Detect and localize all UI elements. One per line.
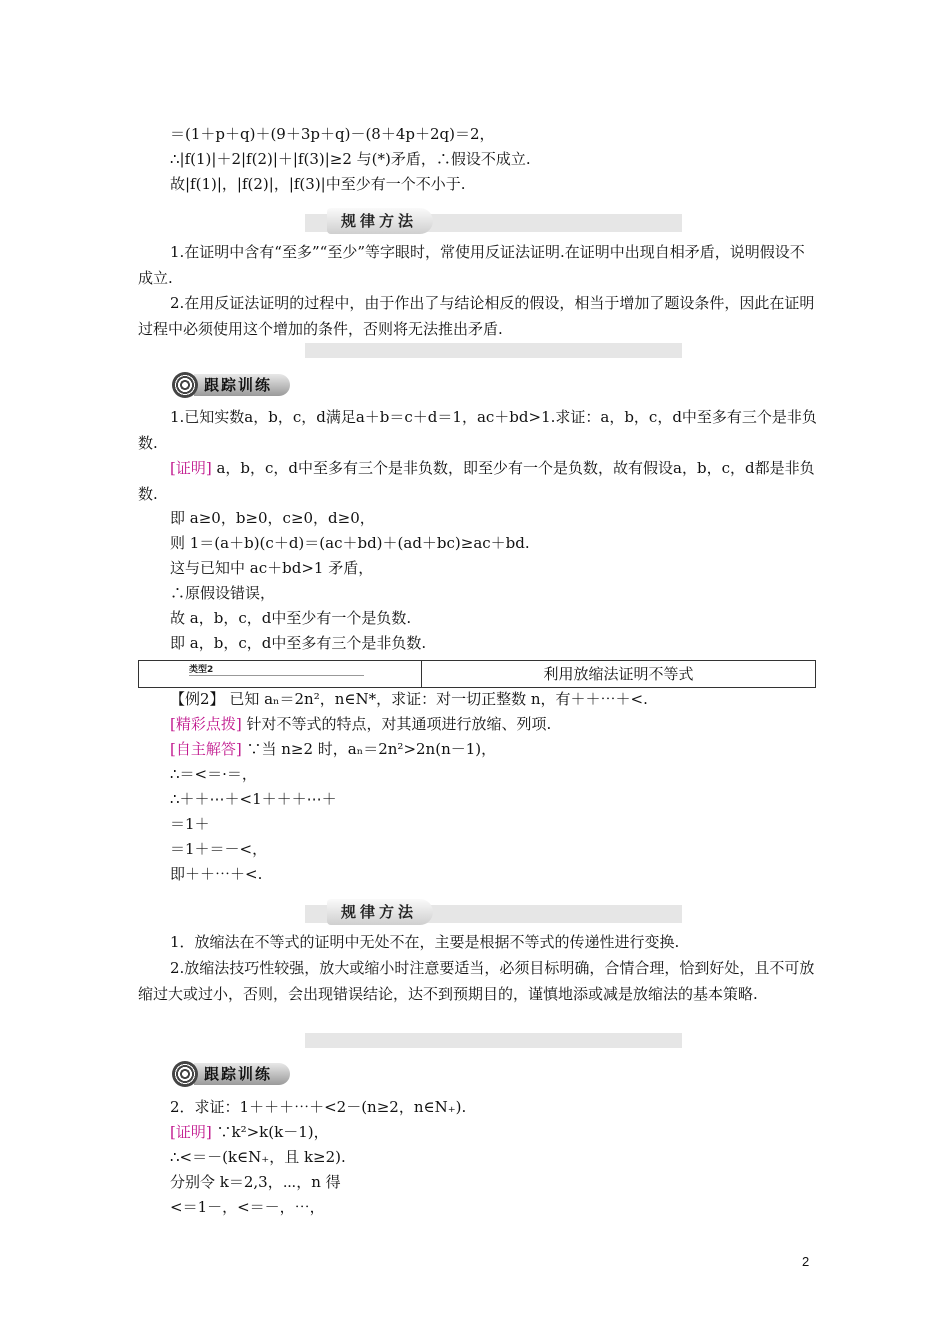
type-tag-cell [139, 661, 422, 687]
exercise-proof: [证明] ∵k²>k(k－1)， [170, 1123, 329, 1141]
exercise-problem: 2．求证：1＋＋＋⋯＋<2－(n≥2，n∈N₊). [170, 1098, 467, 1116]
proof-text: a，b，c，d中至多有三个是非负数，即至少有一个是负数，故有假设a，b，c，d都是非负数. [138, 459, 815, 503]
method-banner [305, 905, 682, 923]
page-number: 2 [802, 1254, 810, 1269]
answer-line: ∴＋＋⋯＋<1＋＋＋⋯＋ [170, 790, 337, 808]
type-tag: 类型2 [189, 665, 364, 676]
banner-end-bar [305, 343, 682, 358]
answer-tag: [自主解答] [170, 740, 242, 758]
example-answer: [自主解答] ∵当 n≥2 时，aₙ＝2n²>2n(n－1)， [170, 740, 497, 758]
exercise-problem: 1.已知实数a，b，c，d满足a＋b＝c＋d＝1，ac＋bd>1.求证：a，b，c，d中至多有三个是非负数. [138, 408, 817, 452]
tracking-training-label: 跟踪训练 [194, 1063, 290, 1085]
example-head: 【例2】 [170, 690, 225, 708]
method-paragraph: 1．放缩法在不等式的证明中无处不在，主要是根据不等式的传递性进行变换. [170, 933, 680, 951]
tracking-training-header [172, 1061, 290, 1087]
method-paragraph: 2.在用反证法证明的过程中，由于作出了与结论相反的假设，相当于增加了题设条件，因此在证明过程中必须使用这个增加的条件，否则将无法推出矛盾. [138, 294, 815, 338]
proof-line: 故 a，b，c，d中至少有一个是负数. [170, 609, 412, 627]
text-line: ∴|f(1)|＋2|f(2)|＋|f(3)|≥2 与(*)矛盾，∴假设不成立. [170, 150, 531, 168]
answer-line: ＝1＋ [170, 815, 210, 833]
target-icon [172, 1061, 198, 1087]
proof-line: <＝1－，<＝－，⋯， [170, 1198, 325, 1216]
method-banner [305, 214, 682, 232]
method-banner-label: 规律方法 [327, 899, 433, 925]
answer-line: ＝1＋＝－<， [170, 840, 268, 858]
proof-tag: [证明] [170, 1123, 212, 1141]
tracking-training-label: 跟踪训练 [194, 374, 290, 396]
answer-line: 即＋＋⋯＋<. [170, 865, 263, 883]
tracking-training-header [172, 372, 290, 398]
section-title: 利用放缩法证明不等式 [543, 665, 694, 683]
proof-line: ∴<＝－(k∈N₊，且 k≥2). [170, 1148, 346, 1166]
method-banner-label: 规律方法 [327, 208, 433, 234]
text-line: 故|f(1)|，|f(2)|，|f(3)|中至少有一个不小于. [170, 175, 466, 193]
exercise-proof [138, 455, 818, 507]
text-line: ＝(1＋p＋q)＋(9＋3p＋q)－(8＋4p＋2q)＝2， [170, 125, 495, 143]
banner-end-bar [305, 1033, 682, 1048]
proof-line: 即 a，b，c，d中至多有三个是非负数. [170, 634, 427, 652]
hint-tag: [精彩点拨] [170, 715, 242, 733]
proof-line: 即 a≥0，b≥0，c≥0，d≥0， [170, 509, 375, 527]
example-hint: [精彩点拨] 针对不等式的特点，对其通项进行放缩、列项. [170, 715, 552, 733]
proof-line: ∴原假设错误， [170, 584, 276, 602]
method-paragraph: 1.在证明中含有“至多”“至少”等字眼时，常使用反证法证明.在证明中出现自相矛盾，说明假设不成立. [138, 243, 805, 287]
method-paragraph: 2.放缩法技巧性较强，放大或缩小时注意要适当，必须目标明确，合情合理，恰到好处，且不可放缩过大或过小，否则，会出现错误结论，达不到预期目的，谨慎地添或减是放缩法的基本策略. [138, 959, 815, 1003]
proof-line: 则 1＝(a＋b)(c＋d)＝(ac＋bd)＋(ad＋bc)≥ac＋bd. [170, 534, 530, 552]
proof-tag: [证明] [170, 459, 212, 477]
answer-line: ∴＝<＝·＝， [170, 765, 257, 783]
section-type-box [138, 660, 816, 688]
proof-line: 分别令 k＝2,3，⋯，n 得 [170, 1173, 341, 1191]
target-icon [172, 372, 198, 398]
example-statement: 【例2】 已知 aₙ＝2n²，n∈N*，求证：对一切正整数 n，有＋＋⋯＋<. [170, 690, 648, 708]
proof-line: 这与已知中 ac＋bd>1 矛盾， [170, 559, 374, 577]
